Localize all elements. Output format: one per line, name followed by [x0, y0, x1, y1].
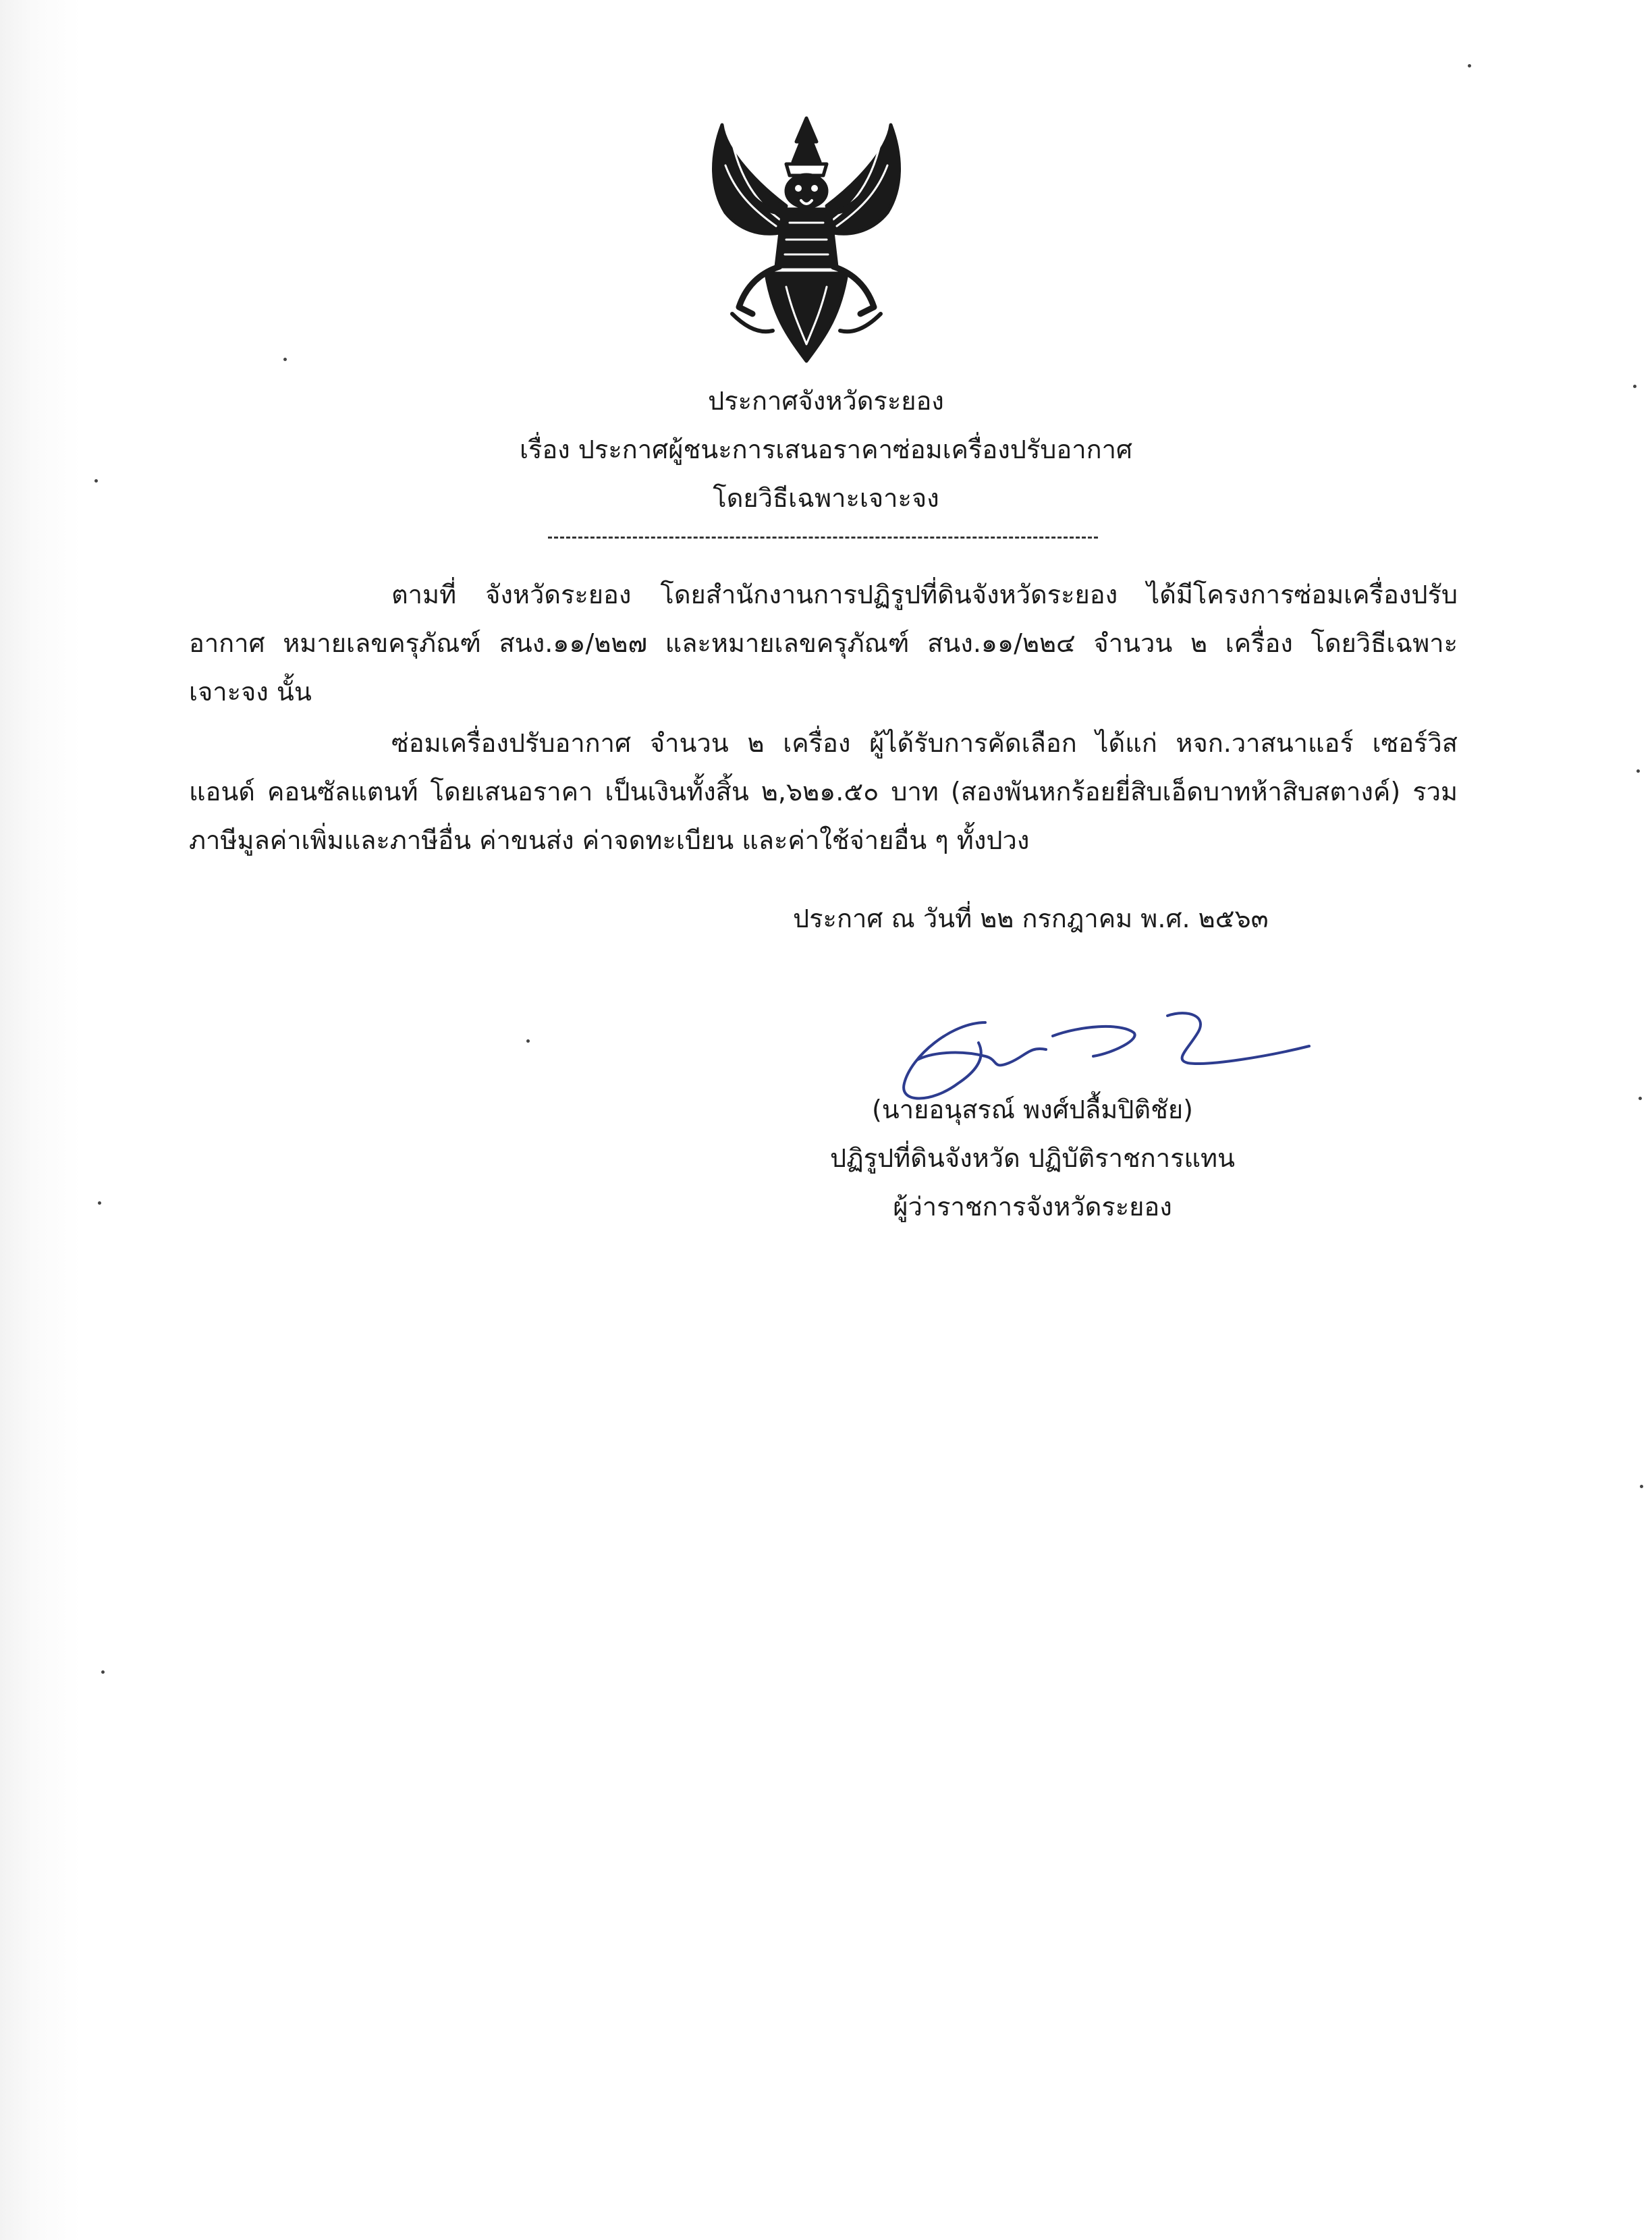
scan-speck	[1639, 1097, 1642, 1100]
signer-position: ปฏิรูปที่ดินจังหวัด ปฏิบัติราชการแทน	[829, 1143, 1236, 1173]
body-paragraph-2: ซ่อมเครื่องปรับอากาศ จำนวน ๒ เครื่อง ผู้ได้รับการคัดเลือก ได้แก่ หจก.วาสนาแอร์ เซอร์วิส แอนด์ คอนซัลแตนท์ โดยเสนอราคา เป็นเงินทั้งสิ้น ๒,๖๒๑.๕๐ บาท (สองพันหกร้อยยี่สิบเอ็ดบาทห้าสิบสตางค์) รวมภาษีมูลค่าเพิ่มและภาษีอื่น ค่าขนส่ง ค่าจดทะเบียน และค่าใช้จ่ายอื่น ๆ ทั้งปวง	[189, 728, 1458, 855]
header-divider	[548, 537, 1098, 539]
signer-name: (นายอนุสรณ์ พงศ์ปลื้มปิติชัย)	[871, 1095, 1193, 1124]
scan-speck	[98, 1201, 101, 1205]
scan-speck	[1640, 1485, 1643, 1488]
scan-speck	[526, 1039, 530, 1043]
signer-on-behalf-of: ผู้ว่าราชการจังหวัดระยอง	[893, 1192, 1172, 1222]
scan-speck	[101, 1670, 105, 1674]
garuda-emblem-icon	[685, 111, 928, 371]
scan-speck	[1468, 64, 1471, 67]
announcement-title: ประกาศจังหวัดระยอง	[708, 386, 944, 416]
announcement-date: ประกาศ ณ วันที่ ๒๒ กรกฎาคม พ.ศ. ๒๕๖๓	[793, 904, 1269, 933]
scan-speck	[283, 358, 287, 361]
announcement-method: โดยวิธีเฉพาะเจาะจง	[713, 483, 939, 513]
scan-shadow	[0, 0, 81, 2240]
announcement-subject: เรื่อง ประกาศผู้ชนะการเสนอราคาซ่อมเครื่องปรับอากาศ	[519, 435, 1133, 464]
scan-speck	[1636, 769, 1640, 773]
body-paragraph-1: ตามที่ จังหวัดระยอง โดยสำนักงานการปฏิรูปที่ดินจังหวัดระยอง ได้มีโครงการซ่อมเครื่องปรับอากาศ หมายเลขครุภัณฑ์ สนง.๑๑/๒๒๗ และหมายเลขครุภัณฑ์ สนง.๑๑/๒๒๔ จำนวน ๒ เครื่อง โดยวิธีเฉพาะเจาะจง นั้น	[189, 580, 1458, 707]
